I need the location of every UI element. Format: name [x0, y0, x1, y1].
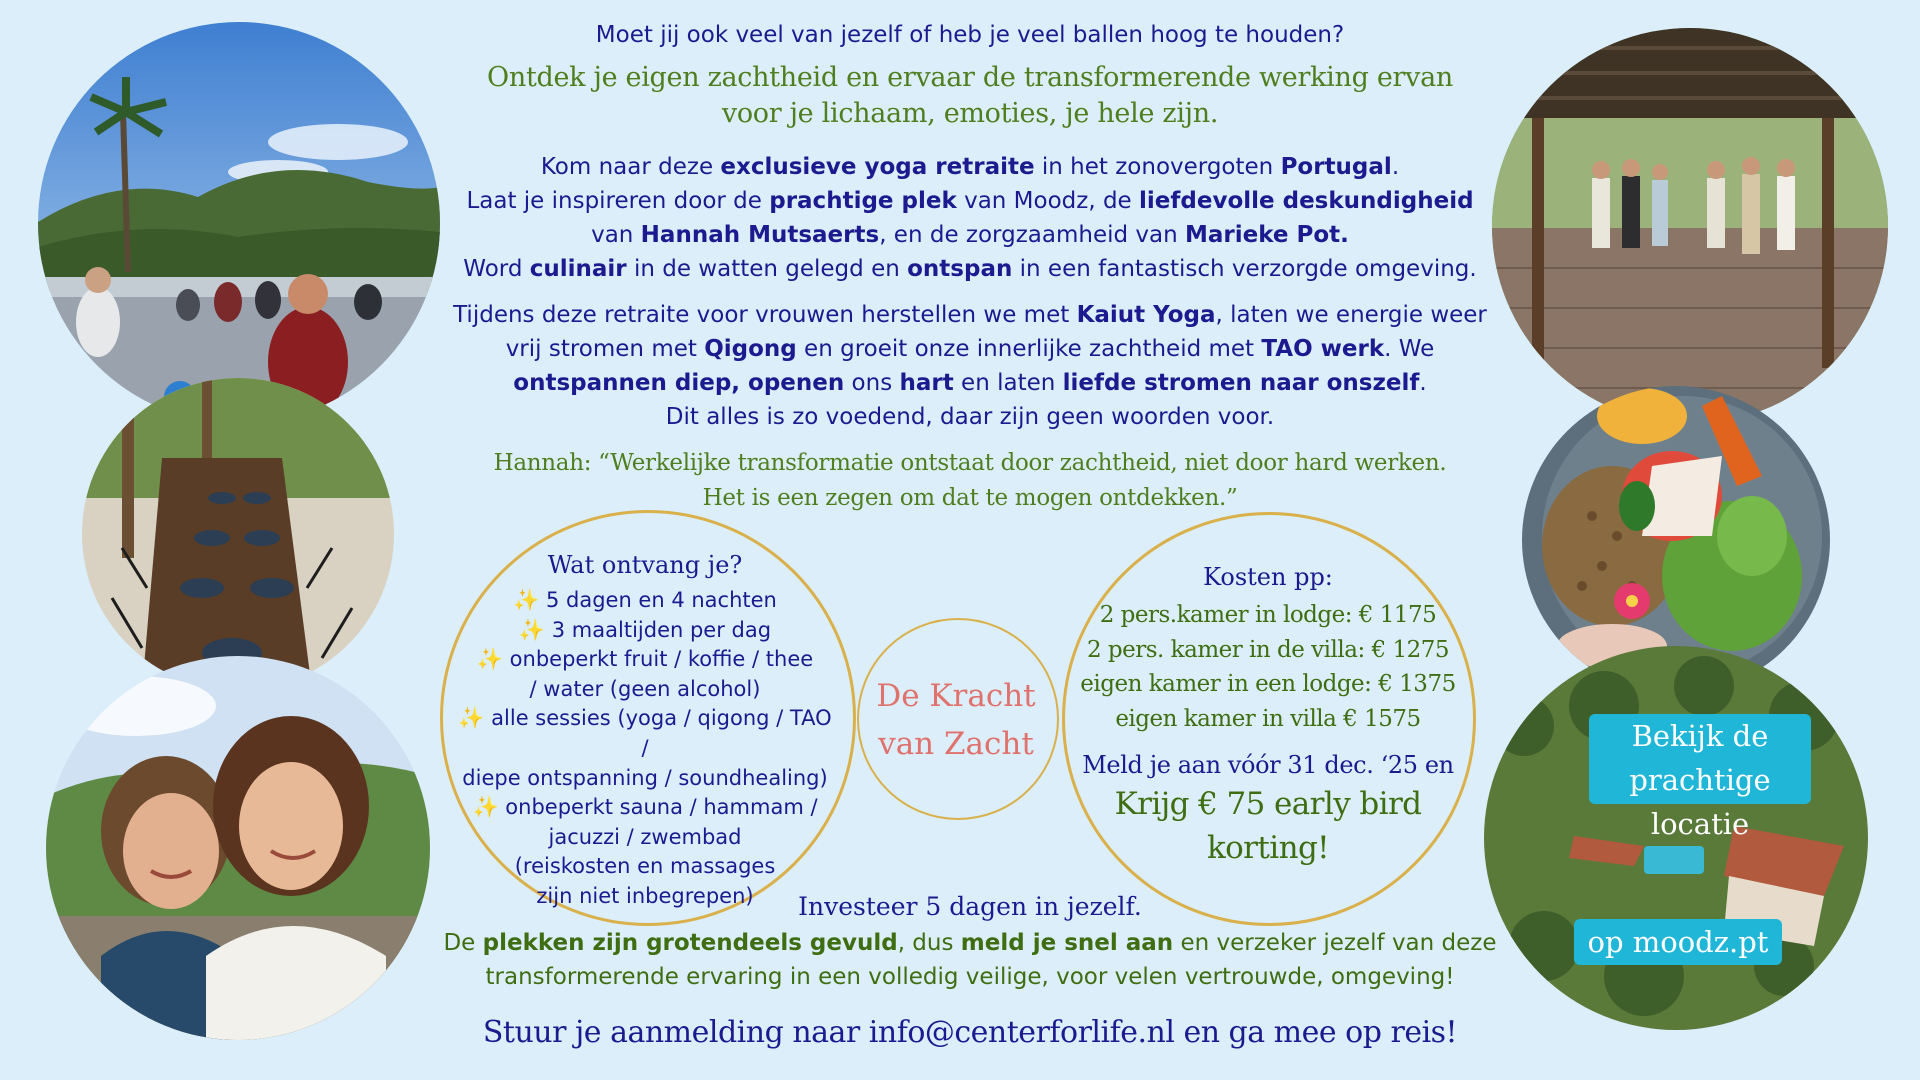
- center-title-line-1: De Kracht: [876, 678, 1036, 714]
- para1-line-4: Word culinair in de watten gelegd en ontspan in een fantastisch verzorgde omgeving.: [463, 256, 1477, 282]
- sparkle-icon: ✨: [513, 588, 540, 612]
- intro-question: Moet jij ook veel van jezelf of heb je veel ballen hoog te houden?: [595, 22, 1345, 48]
- receive-heading: Wat ontvang je?: [547, 551, 743, 579]
- cta-moodz-link-text: op moodz.pt: [1587, 925, 1769, 959]
- receive-item: ✨ 5 dagen en 4 nachten: [513, 588, 777, 612]
- hannah-quote: [440, 446, 1500, 516]
- cta-view-location-line1: Bekijk de: [1631, 719, 1769, 753]
- sparkle-icon: ✨: [518, 617, 546, 642]
- photo-pergola-group: [1492, 28, 1888, 424]
- center-title: [860, 672, 1052, 768]
- sparkle-icon: ✨: [458, 706, 485, 731]
- cost-line: eigen kamer in villa € 1575: [1115, 705, 1421, 732]
- cost-line: 2 pers.kamer in lodge: € 1175: [1099, 602, 1437, 628]
- paragraph-availability: [440, 926, 1500, 994]
- paragraph-retreat-intro: [440, 150, 1500, 286]
- para2-line-3: ontspannen diep, openen ons hart en laten liefde stromen naar onszelf.: [513, 370, 1427, 396]
- receive-item: ✨ 3 maaltijden per dag: [518, 617, 772, 642]
- receive-item: ✨ onbeperkt fruit / koffie / thee: [476, 647, 814, 672]
- para3-line-1: De plekken zijn grotendeels gevuld, dus meld je snel aan en verzeker jezelf van deze: [443, 930, 1497, 956]
- center-title-line-2: van Zacht: [878, 726, 1034, 762]
- receive-item-cont: diepe ontspanning / soundhealing): [462, 765, 828, 790]
- photo-hosts-selfie: [46, 656, 430, 1040]
- receive-box: [455, 548, 835, 912]
- receive-item-cont: / water (geen alcohol): [529, 676, 761, 701]
- costs-heading: Kosten pp:: [1203, 563, 1333, 591]
- para1-line-2: Laat je inspireren door de prachtige plek van Moodz, de liefdevolle deskundigheid: [466, 188, 1474, 214]
- intro-line-2: voor je lichaam, emoties, je hele zijn.: [721, 98, 1219, 129]
- sparkle-icon: ✨: [472, 795, 499, 820]
- early-bird-line-2: korting!: [1206, 830, 1330, 866]
- intro-line-1: Ontdek je eigen zachtheid en ervaar de transformerende werking ervan: [487, 62, 1453, 93]
- intro-statement: [460, 60, 1480, 132]
- paragraph-retreat-program: [440, 298, 1500, 434]
- para1-line-3: van Hannah Mutsaerts, en de zorgzaamheid van Marieke Pot.: [591, 222, 1349, 248]
- para2-line-4: Dit alles is zo voedend, daar zijn geen woorden voor.: [665, 404, 1275, 430]
- para2-line-2: vrij stromen met Qigong en groeit onze innerlijke zachtheid met TAO werk. We: [505, 336, 1435, 362]
- cta-moodz-link[interactable]: [1574, 919, 1782, 965]
- quote-line-2: Het is een zegen om dat te mogen ontdekken.”: [702, 485, 1238, 511]
- invest-line: Investeer 5 dagen in jezelf.: [798, 892, 1142, 921]
- para3-line-2: transformerende ervaring in een volledig veilige, voor velen vertrouwde, omgeving!: [485, 964, 1455, 990]
- photo-yoga-terrace: [38, 22, 440, 424]
- receive-note: (reiskosten en massages: [514, 854, 776, 879]
- costs-box: [1068, 560, 1468, 870]
- signup-email-line[interactable]: Stuur je aanmelding naar info@centerforlife.nl en ga mee op reis!: [482, 1015, 1458, 1050]
- cta-view-location-line2: prachtige locatie: [1629, 763, 1771, 841]
- receive-item: ✨ onbeperkt sauna / hammam /: [472, 795, 818, 820]
- signup-deadline: Meld je aan vóór 31 dec. ‘25 en: [1082, 751, 1454, 779]
- cost-line: 2 pers. kamer in de villa: € 1275: [1086, 636, 1449, 663]
- sparkle-icon: ✨: [476, 647, 503, 672]
- receive-item-cont: jacuzzi / zwembad: [548, 824, 742, 849]
- quote-line-1: Hannah: “Werkelijke transformatie ontstaat door zachtheid, niet door hard werken.: [493, 450, 1447, 476]
- photo-dinner-table: [82, 378, 394, 690]
- cta-view-location[interactable]: [1589, 714, 1811, 841]
- receive-item: ✨ alle sessies (yoga / qigong / TAO /: [458, 706, 832, 760]
- receive-note: zijn niet inbegrepen): [536, 883, 754, 908]
- cost-line: eigen kamer in een lodge: € 1375: [1080, 671, 1456, 697]
- para1-line-1: Kom naar deze exclusieve yoga retraite in het zonovergoten Portugal.: [540, 154, 1400, 180]
- para2-line-1: Tijdens deze retraite voor vrouwen herstellen we met Kaiut Yoga, laten we energie weer: [453, 302, 1487, 328]
- early-bird-line-1: Krijg € 75 early bird: [1114, 786, 1422, 822]
